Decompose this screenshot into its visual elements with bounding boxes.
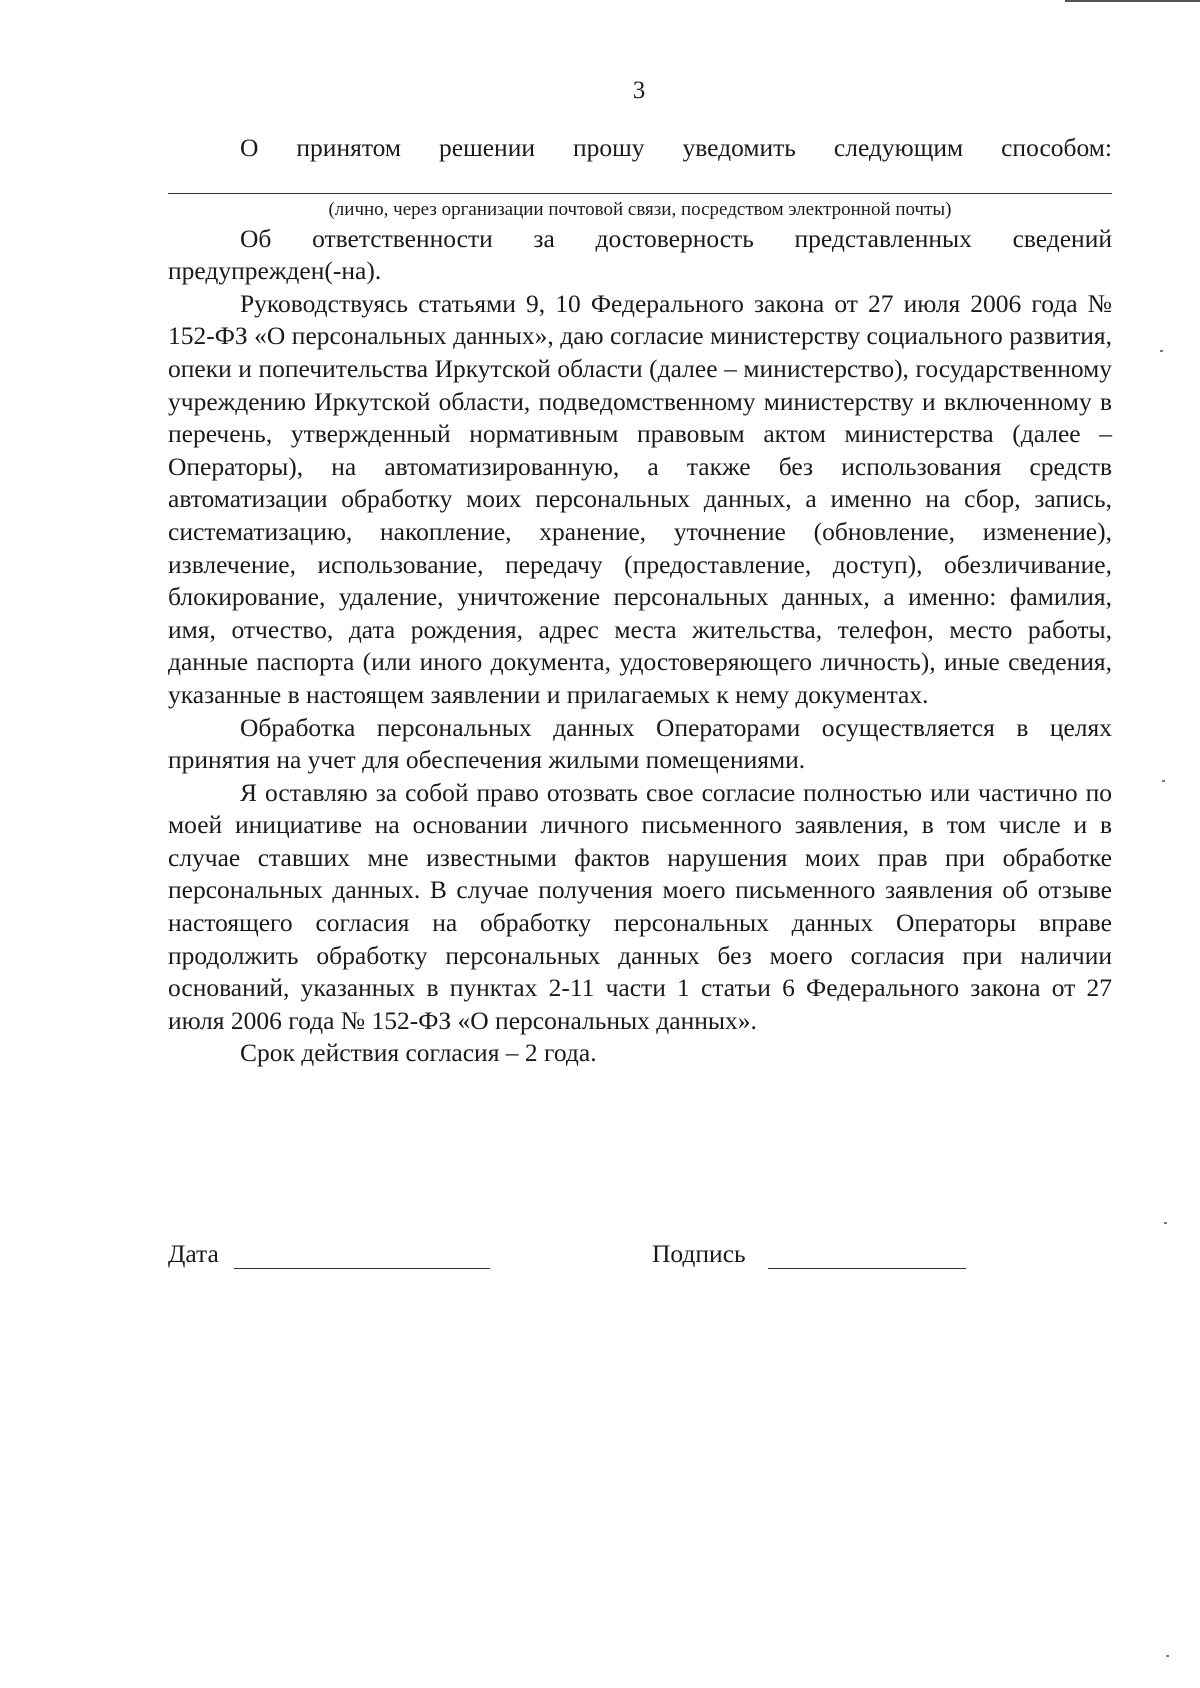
scan-speck [1162,780,1165,782]
withdraw-consent-paragraph: Я оставляю за собой право отозвать свое согласие полностью или частично по моей инициативе на основании личного письменного заявления, в том числе и в случае ставших мне известными фактов нарушения моих прав при обработке персональных данных. В случае получения моего письменного заявления об отзыве настоящего согласия на обработку персональных данных Операторы вправе продолжить обработку персональных данных без моего согласия при наличии оснований, указанных в пунктах 2-11 части 1 статьи 6 Федерального закона от 27 июля 2006 года № 152-ФЗ «О персональных данных». [168,777,1112,1035]
date-blank-line [234,1268,490,1269]
document-body [168,132,1112,1070]
signature-label: Подпись [652,1239,746,1268]
scan-edge-line [1065,0,1200,2]
scan-speck [1164,1222,1167,1224]
notify-method-hint: (лично, через организации почтовой связи, посредством электронной почты) [328,198,952,220]
date-label: Дата [168,1239,219,1268]
scan-speck [1160,350,1163,352]
page-number: 3 [632,77,646,104]
notify-method-paragraph: О принятом решении прошу уведомить следующим способом: [240,133,1112,162]
responsibility-warning-paragraph: Об ответственности за достоверность представленных сведений предупрежден(-на). [168,223,1112,286]
consent-paragraph: Руководствуясь статьями 9, 10 Федерального закона от 27 июля 2006 года № 152-ФЗ «О персональных данных», даю согласие министерству социального развития, опеки и попечительства Иркутской области (далее – министерство), государственному учреждению Иркутской области, подведомственному министерству и включенному в перечень, утвержденный нормативным правовым актом министерства (далее – Операторы), на автоматизированную, а также без использования средств автоматизации обработку моих персональных данных, а именно на сбор, запись, систематизацию, накопление, хранение, уточнение (обновление, изменение), извлечение, использование, передачу (предоставление, доступ), обезличивание, блокирование, удаление, уничтожение персональных данных, а именно: фамилия, имя, отчество, дата рождения, адрес места жительства, телефон, место работы, данные паспорта (или иного документа, удостоверяющего личность), иные сведения, указанные в настоящем заявлении и прилагаемых к нему документах. [168,288,1112,709]
purpose-paragraph: Обработка персональных данных Операторами осуществляется в целях принятия на учет для обеспечения жилыми помещениями. [168,712,1112,775]
signature-blank-line [768,1268,966,1269]
signature-row [168,1238,1112,1278]
scan-speck [1166,1655,1169,1657]
consent-term-paragraph: Срок действия согласия – 2 года. [240,1038,597,1068]
